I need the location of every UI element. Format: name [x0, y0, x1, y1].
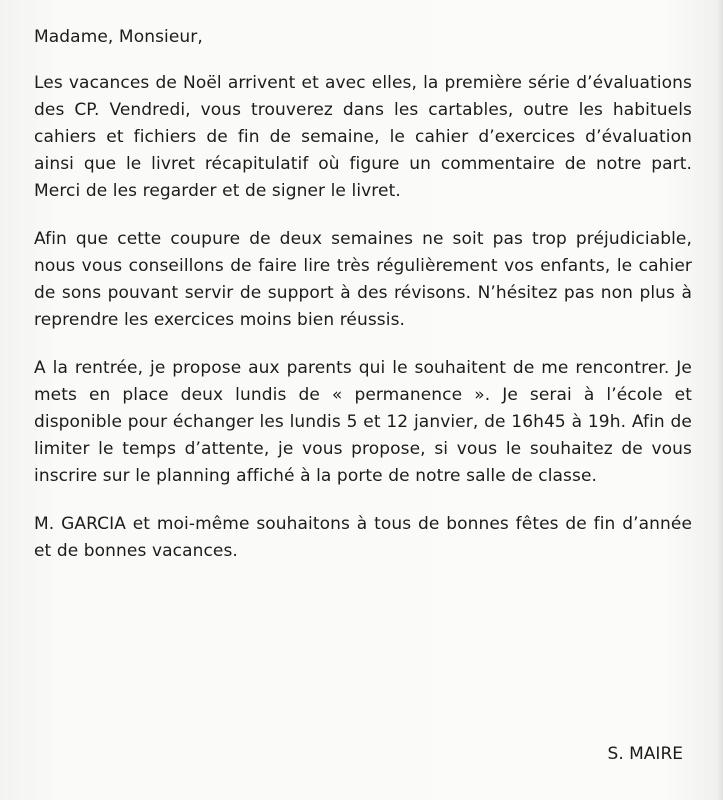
signature: S. MAIRE — [607, 744, 683, 764]
letter-body — [34, 24, 692, 586]
paragraph-evaluations: Les vacances de Noël arrivent et avec elles, la première série d’évaluations des CP. Vendredi, vous trouverez dans les cartables, outre les habituels cahiers et fichiers de fin de semaine, le cahier d’exercices d’évaluation ainsi que le livret récapitulatif où figure un commentaire de notre part. Merci de les regarder et de signer le livret. — [34, 73, 692, 201]
salutation: Madame, Monsieur, — [34, 27, 203, 47]
page-edge-shadow — [717, 0, 723, 800]
paragraph-meetings: A la rentrée, je propose aux parents qui le souhaitent de me rencontrer. Je mets en place deux lundis de « permanence ». Je serai à l’école et disponible pour échanger les lundis 5 et 12 janvier, de 16h45 à 19h. Afin de limiter le temps d’attente, je vous propose, si vous le souhaitez de vous inscrire sur le planning affiché à la porte de notre salle de classe. — [34, 358, 692, 486]
paragraph-reading-advice: Afin que cette coupure de deux semaines ne soit pas trop préjudiciable, nous vous conseillons de faire lire très régulièrement vos enfants, le cahier de sons pouvant servir de support à des révisons. N’hésitez pas non plus à reprendre les exercices moins bien réussis. — [34, 229, 692, 330]
paragraph-holiday-wishes: M. GARCIA et moi-même souhaitons à tous de bonnes fêtes de fin d’année et de bonnes vacances. — [34, 514, 692, 561]
